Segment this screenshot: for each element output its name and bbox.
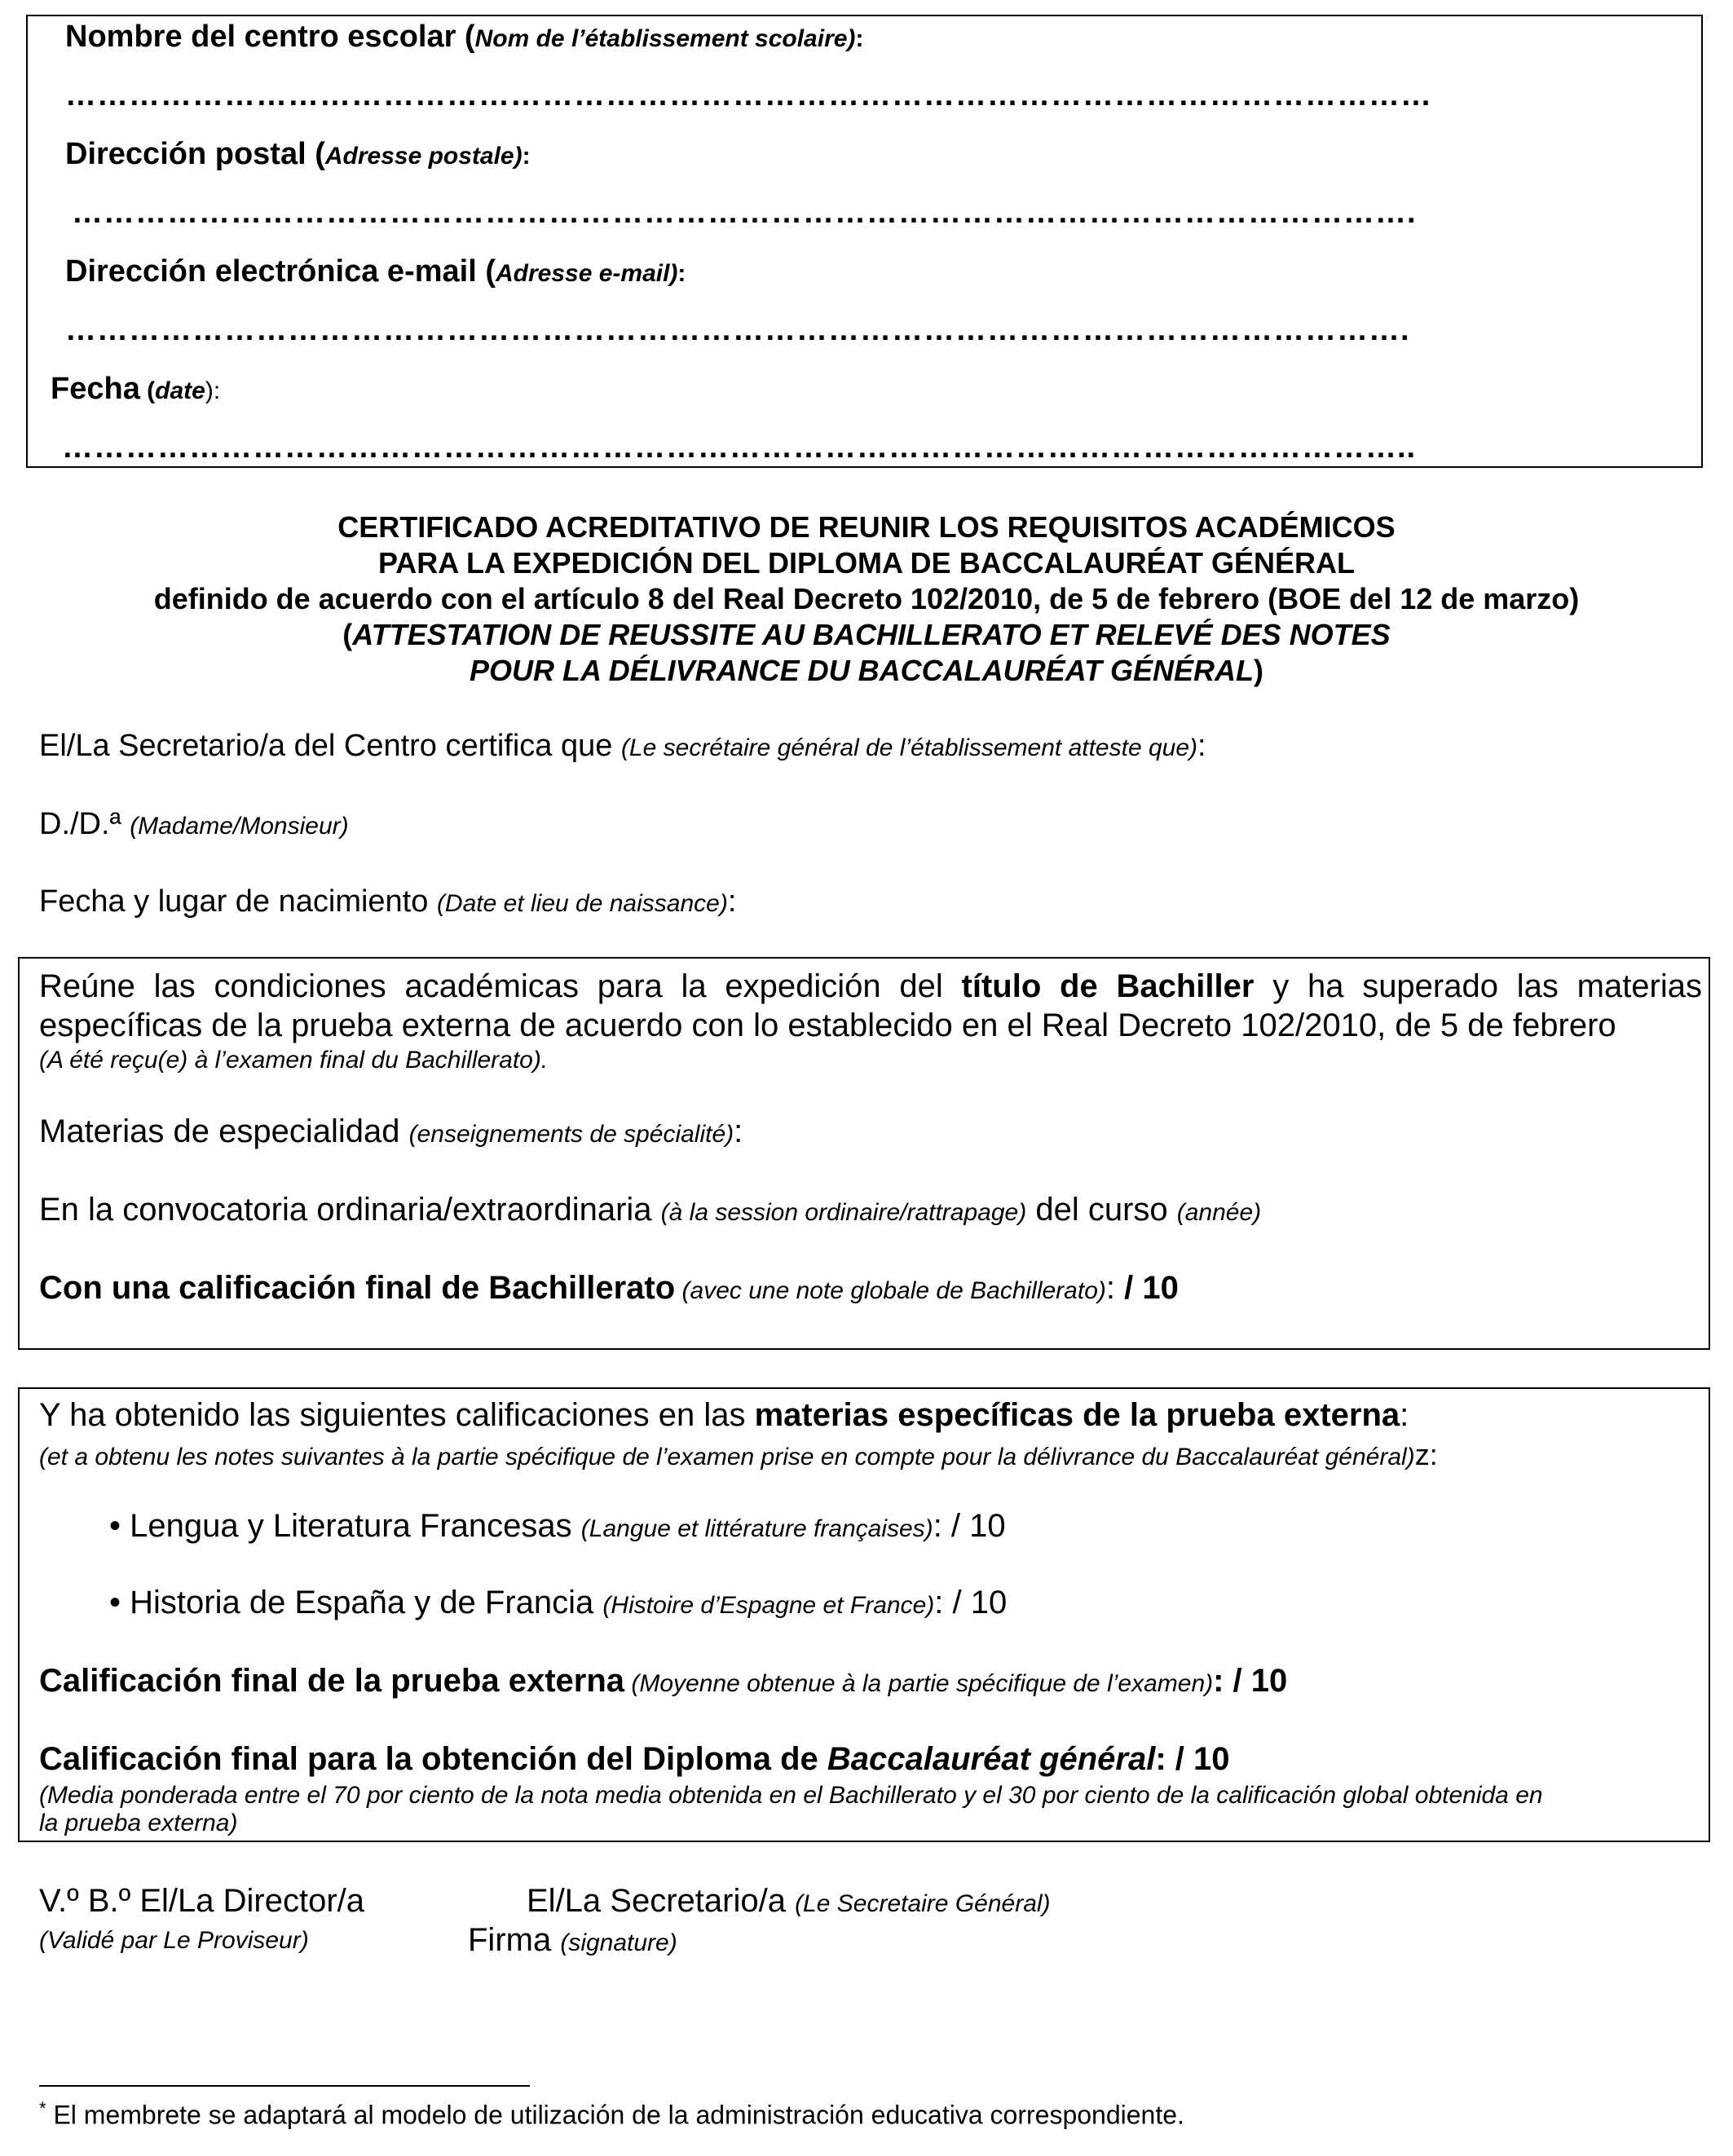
grade-item-history: • Historia de España y de Francia (Histoire d’Espagne et France): / 10 xyxy=(109,1585,1008,1620)
birth-line: Fecha y lugar de nacimiento (Date et lieu de naissance): xyxy=(39,884,737,919)
grade-item-french-literature: • Lengua y Literatura Francesas (Langue et littérature françaises): / 10 xyxy=(109,1508,1006,1544)
postal-address-label: Dirección postal (Adresse postale): xyxy=(65,137,531,171)
final-bachillerato-grade: Con una calificación final de Bachillerato (avec une note globale de Bachillerato): / 10 xyxy=(39,1270,1179,1306)
signature-firma: Firma (signature) xyxy=(468,1922,677,1958)
grades-intro-french: (et a obtenu les notes suivantes à la partie spécifique de l’examen prise en compte pour la délivrance du Baccalauréat général)z: xyxy=(39,1438,1438,1471)
conditions-paragraph-line1: Reúne las condiciones académicas para la expedición del título de Bachiller y ha superado las materias xyxy=(39,968,1703,1004)
grades-intro: Y ha obtenido las siguientes calificaciones en las materias específicas de la prueba externa: xyxy=(39,1397,1409,1433)
footnote: * El membrete se adaptará al modelo de utilización de la administración educativa correspondiente. xyxy=(39,2098,1184,2130)
email-label: Dirección electrónica e-mail (Adresse e-mail): xyxy=(65,254,686,289)
conditions-paragraph-line2: específicas de la prueba externa de acuerdo con lo establecido en el Real Decreto 102/2010, de 5 de febrero xyxy=(39,1007,1616,1043)
specialty-subjects: Materias de especialidad (enseignements de spécialité): xyxy=(39,1113,743,1149)
secretary-certifies: El/La Secretario/a del Centro certifica que (Le secrétaire général de l’établissement atteste que): xyxy=(39,729,1206,763)
postal-address-dots: ………………………………………………………………………………………………………………. xyxy=(72,196,1417,230)
external-exam-grade: Calificación final de la prueba externa (Moyenne obtenue à la partie spécifique de l’examen): / 10 xyxy=(39,1663,1288,1699)
certificate-title-line5: POUR LA DÉLIVRANCE DU BACCALAURÉAT GÉNÉRAL) xyxy=(470,654,1263,687)
director-signature-french: (Validé par Le Proviseur) xyxy=(39,1927,309,1954)
footnote-divider xyxy=(39,2085,530,2087)
date-dots: ……………………………………………………………………………………………………………….. xyxy=(62,430,1417,465)
school-name-dots: ………………………………………………………………………………………………………………… xyxy=(65,78,1432,112)
diploma-grade-note-line2: la prueba externa) xyxy=(39,1810,238,1836)
email-dots: ………………………………………………………………………………………………………………. xyxy=(65,313,1410,347)
certificate-title-line4: (ATTESTATION DE REUSSITE AU BACHILLERATO ET RELEVÉ DES NOTES xyxy=(342,618,1391,651)
session-line: En la convocatoria ordinaria/extraordinaria (à la session ordinaire/rattrapage) del curso (année) xyxy=(39,1192,1262,1228)
person-line: D./D.ª (Madame/Monsieur) xyxy=(39,807,349,841)
certificate-title-line3: definido de acuerdo con el artículo 8 del Real Decreto 102/2010, de 5 de febrero (BOE del 12 de marzo) xyxy=(153,582,1580,615)
certificate-title-line2: PARA LA EXPEDICIÓN DEL DIPLOMA DE BACCALAURÉAT GÉNÉRAL xyxy=(377,546,1356,580)
secretary-signature-label: El/La Secretario/a (Le Secretaire Général) xyxy=(527,1883,1051,1919)
conditions-french-note: (A été reçu(e) à l’examen final du Bachillerato). xyxy=(39,1047,549,1074)
certificate-title-line1: CERTIFICADO ACREDITATIVO DE REUNIR LOS REQUISITOS ACADÉMICOS xyxy=(337,510,1396,544)
diploma-grade-note-line1: (Media ponderada entre el 70 por ciento de la nota media obtenida en el Bachillerato y el 30 por ciento de la calificación global obtenida en xyxy=(39,1782,1543,1809)
school-name-label: Nombre del centro escolar (Nom de l’établissement scolaire): xyxy=(65,20,864,54)
date-label: Fecha (date): xyxy=(51,372,221,406)
director-signature-label: V.º B.º El/La Director/a xyxy=(39,1883,365,1919)
diploma-final-grade: Calificación final para la obtención del Diploma de Baccalauréat général: / 10 xyxy=(39,1741,1230,1777)
